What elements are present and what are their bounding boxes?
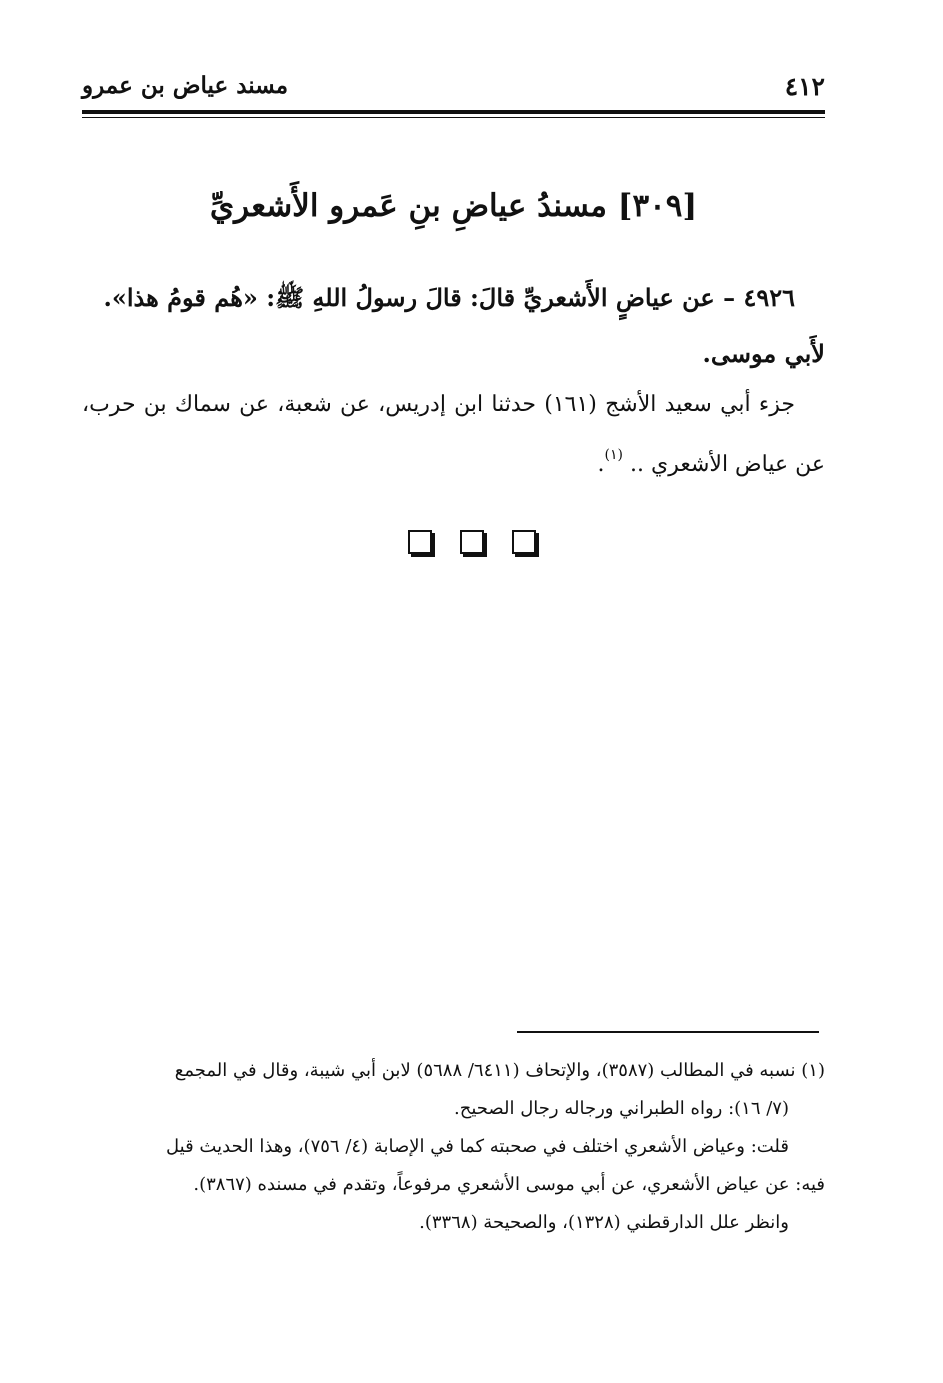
header-rule-thick xyxy=(82,110,825,114)
source-paragraph xyxy=(82,380,825,490)
footnotes xyxy=(82,1052,825,1242)
footnote-line-4: فيه: عن عياض الأشعري، عن أبي موسى الأشعري مرفوعاً، وتقدم في مسنده (٣٨٦٧). xyxy=(193,1174,825,1195)
running-header xyxy=(82,64,825,104)
square-ornament-icon xyxy=(512,530,536,554)
footnote-line-5: وانظر علل الدارقطني (١٣٢٨)، والصحيحة (٣٣٦٨). xyxy=(419,1212,789,1233)
square-ornament-icon xyxy=(460,530,484,554)
running-title: مسند عياض بن عمرو xyxy=(82,72,289,99)
footnote-line-1: (١) نسبه في المطالب (٣٥٨٧)، والإتحاف (٦٤١١/ ٥٦٨٨) لابن أبي شيبة، وقال في المجمع xyxy=(174,1060,825,1081)
section-title: [٣٠٩] مسندُ عياضِ بنِ عَمرو الأَشعريِّ xyxy=(209,188,698,224)
header-rule-thin xyxy=(82,117,825,118)
hadith-text xyxy=(82,270,825,382)
footnote-line-2: (٧/ ١٦): رواه الطبراني ورجاله رجال الصحيح. xyxy=(454,1098,789,1119)
page-number: ٤١٢ xyxy=(784,72,825,101)
source-text: جزء أبي سعيد الأشج (١٦١) حدثنا ابن إدريس، عن شعبة، عن سماك بن حرب، عن عياض الأشعري .. xyxy=(82,392,825,477)
footnote-rule xyxy=(517,1031,819,1033)
footnote-marker: (١) xyxy=(604,447,624,463)
hadith-line-2: لأَبي موسى. xyxy=(702,339,825,368)
section-separator xyxy=(0,530,943,554)
footnote-line-3: قلت: وعياض الأشعري اختلف في صحبته كما في الإصابة (٤/ ٧٥٦)، وهذا الحديث قيل xyxy=(166,1136,789,1157)
hadith-line-1: ٤٩٢٦ – عن عياضٍ الأَشعريِّ قالَ: قالَ رسولُ اللهِ ﷺ: «هُم قومُ هذا». xyxy=(103,283,795,312)
square-ornament-icon xyxy=(408,530,432,554)
source-end: . xyxy=(597,452,605,477)
